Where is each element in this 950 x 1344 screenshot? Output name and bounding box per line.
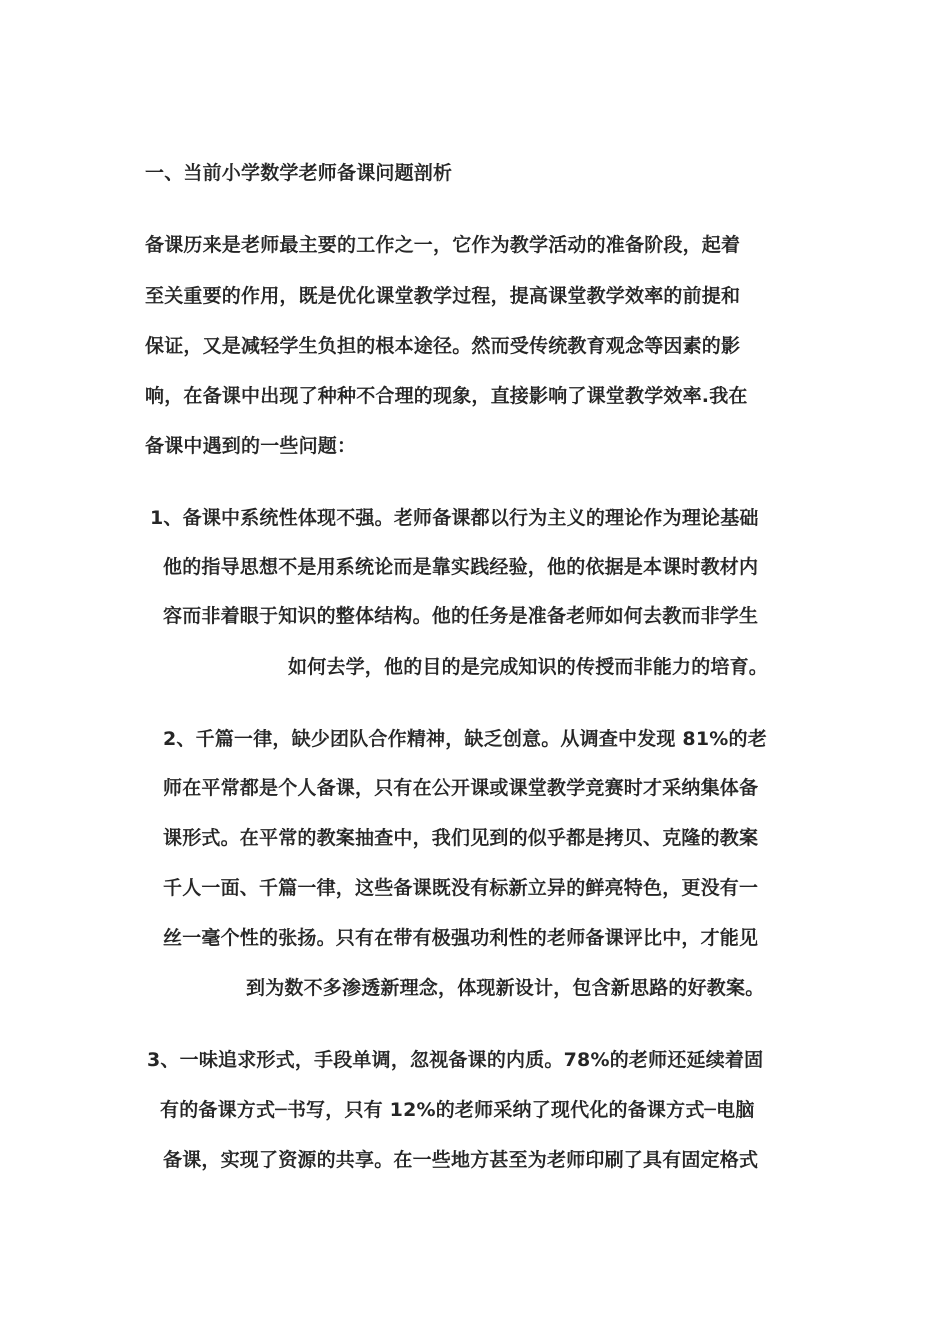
item2-line-4: 千人一面、千篇一律，这些备课既没有标新立异的鲜亮特色，更没有一 (163, 877, 759, 899)
intro-line-3: 保证，又是减轻学生负担的根本途径。然而受传统教育观念等因素的影 (145, 335, 741, 357)
item1-line-2: 他的指导思想不是用系统论而是靠实践经验，他的依据是本课时教材内 (163, 556, 759, 578)
intro-line-1: 备课历来是老师最主要的工作之一，它作为教学活动的准备阶段，起着 (145, 234, 741, 256)
item1-line-1: 1、备课中系统性体现不强。老师备课都以行为主义的理论作为理论基础 (150, 507, 759, 529)
item2-line-3: 课形式。在平常的教案抽查中，我们见到的似乎都是拷贝、克隆的教案 (163, 827, 759, 849)
item2-line-1: 2、千篇一律，缺少团队合作精神，缺乏创意。从调查中发现 81%的老 (163, 728, 767, 750)
intro-line-5: 备课中遇到的一些问题： (145, 435, 357, 457)
item2-line-6: 到为数不多渗透新理念，体现新设计，包含新思路的好教案。 (246, 977, 765, 999)
item1-line-3: 容而非着眼于知识的整体结构。他的任务是准备老师如何去教而非学生 (163, 605, 759, 627)
intro-line-2: 至关重要的作用，既是优化课堂教学过程，提高课堂教学效率的前提和 (145, 285, 741, 307)
item3-line-2: 有的备课方式─书写，只有 12%的老师采纳了现代化的备课方式─电脑 (160, 1099, 755, 1121)
item2-line-2: 师在平常都是个人备课，只有在公开课或课堂教学竞赛时才采纳集体备 (163, 777, 759, 799)
item1-line-4: 如何去学，他的目的是完成知识的传授而非能力的培育。 (288, 656, 769, 678)
item3-line-3: 备课，实现了资源的共享。在一些地方甚至为老师印刷了具有固定格式 (163, 1149, 759, 1171)
section-heading: 一、当前小学数学老师备课问题剖析 (145, 162, 453, 184)
item2-line-5: 丝一毫个性的张扬。只有在带有极强功利性的老师备课评比中，才能见 (163, 927, 759, 949)
item3-line-1: 3、一味追求形式，手段单调，忽视备课的内质。78%的老师还延续着固 (147, 1049, 764, 1071)
intro-line-4: 响，在备课中出现了种种不合理的现象，直接影响了课堂教学效率.我在 (145, 385, 748, 407)
